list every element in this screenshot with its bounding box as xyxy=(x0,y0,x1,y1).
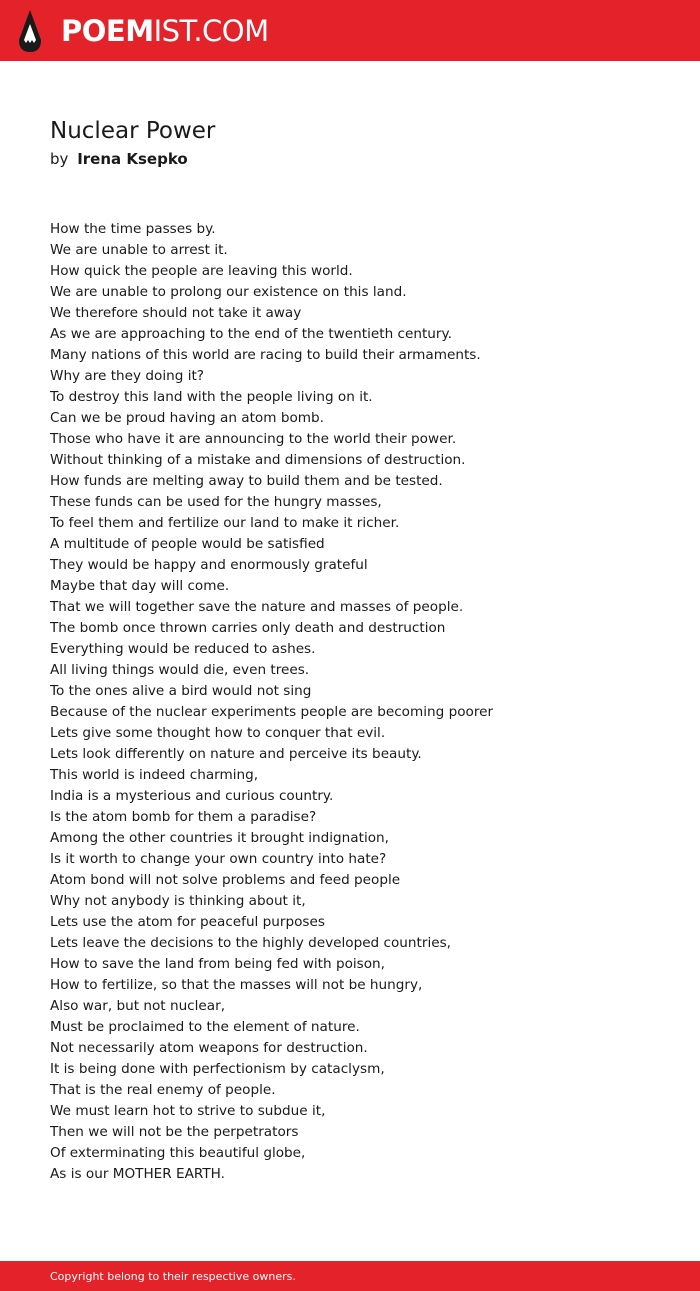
poem-line: Of exterminating this beautiful globe, xyxy=(50,1145,306,1161)
poem-line: How the time passes by. xyxy=(50,221,216,237)
poem-line: These funds can be used for the hungry masses, xyxy=(50,494,382,510)
poem-line: Not necessarily atom weapons for destruction. xyxy=(50,1040,368,1056)
poem-line: All living things would die, even trees. xyxy=(50,662,310,678)
poem-line: We must learn hot to strive to subdue it, xyxy=(50,1103,326,1119)
poem-line: Can we be proud having an atom bomb. xyxy=(50,410,324,426)
poem-line: The bomb once thrown carries only death and destruction xyxy=(50,620,446,636)
poem-line: This world is indeed charming, xyxy=(50,767,259,783)
logo-brand-bold: POEM xyxy=(61,14,154,48)
poem-line: Maybe that day will come. xyxy=(50,578,230,594)
poem-body xyxy=(50,219,670,1185)
poem-line: A multitude of people would be satisfied xyxy=(50,536,325,552)
poem-line: We therefore should not take it away xyxy=(50,305,302,321)
poem-line: How funds are melting away to build them and be tested. xyxy=(50,473,443,489)
poem-author[interactable]: Irena Ksepko xyxy=(77,150,188,168)
poem-line: Without thinking of a mistake and dimensions of destruction. xyxy=(50,452,466,468)
poem-line: Lets look differently on nature and perceive its beauty. xyxy=(50,746,422,762)
poem-line: Lets give some thought how to conquer that evil. xyxy=(50,725,386,741)
poem-line: We are unable to arrest it. xyxy=(50,242,228,258)
poem-line: Among the other countries it brought indignation, xyxy=(50,830,389,846)
byline-label: by xyxy=(50,150,69,168)
poem-line: Why are they doing it? xyxy=(50,368,205,384)
poem-line: Is it worth to change your own country into hate? xyxy=(50,851,387,867)
poem-line: Why not anybody is thinking about it, xyxy=(50,893,306,909)
poem-line: Because of the nuclear experiments people are becoming poorer xyxy=(50,704,494,720)
poem-line: How to save the land from being fed with poison, xyxy=(50,956,385,972)
poem-line: To feel them and fertilize our land to make it richer. xyxy=(50,515,400,531)
poem-line: Also war, but not nuclear, xyxy=(50,998,226,1014)
poem-title: Nuclear Power xyxy=(50,118,216,144)
poem-byline xyxy=(50,148,188,170)
poem-line: How quick the people are leaving this world. xyxy=(50,263,353,279)
poem-line: They would be happy and enormously grateful xyxy=(50,557,368,573)
poem-line: India is a mysterious and curious country. xyxy=(50,788,334,804)
poem-line: To destroy this land with the people living on it. xyxy=(50,389,373,405)
poem-line: That is the real enemy of people. xyxy=(50,1082,276,1098)
poem-line: Lets leave the decisions to the highly developed countries, xyxy=(50,935,451,951)
poem-line: That we will together save the nature and masses of people. xyxy=(50,599,464,615)
poem-line: Those who have it are announcing to the world their power. xyxy=(50,431,457,447)
poem-line: Must be proclaimed to the element of nature. xyxy=(50,1019,360,1035)
poem-line: Then we will not be the perpetrators xyxy=(50,1124,299,1140)
site-footer xyxy=(0,1261,700,1291)
pencil-tip-icon[interactable] xyxy=(17,10,43,52)
poem-line: As is our MOTHER EARTH. xyxy=(50,1166,225,1182)
logo-brand-light: IST.COM xyxy=(153,14,269,48)
site-header xyxy=(0,0,700,61)
poem-line: Is the atom bomb for them a paradise? xyxy=(50,809,317,825)
poem-line: We are unable to prolong our existence on this land. xyxy=(50,284,407,300)
site-logo[interactable] xyxy=(61,13,269,49)
poem-line: As we are approaching to the end of the twentieth century. xyxy=(50,326,452,342)
footer-copyright: Copyright belong to their respective owners. xyxy=(50,1270,296,1283)
poem-line: Everything would be reduced to ashes. xyxy=(50,641,316,657)
poem-line: Lets use the atom for peaceful purposes xyxy=(50,914,325,930)
poem-line: To the ones alive a bird would not sing xyxy=(50,683,312,699)
poem-line: Many nations of this world are racing to build their armaments. xyxy=(50,347,481,363)
poem-line: How to fertilize, so that the masses will not be hungry, xyxy=(50,977,423,993)
poem-line: It is being done with perfectionism by cataclysm, xyxy=(50,1061,385,1077)
poem-line: Atom bond will not solve problems and feed people xyxy=(50,872,401,888)
